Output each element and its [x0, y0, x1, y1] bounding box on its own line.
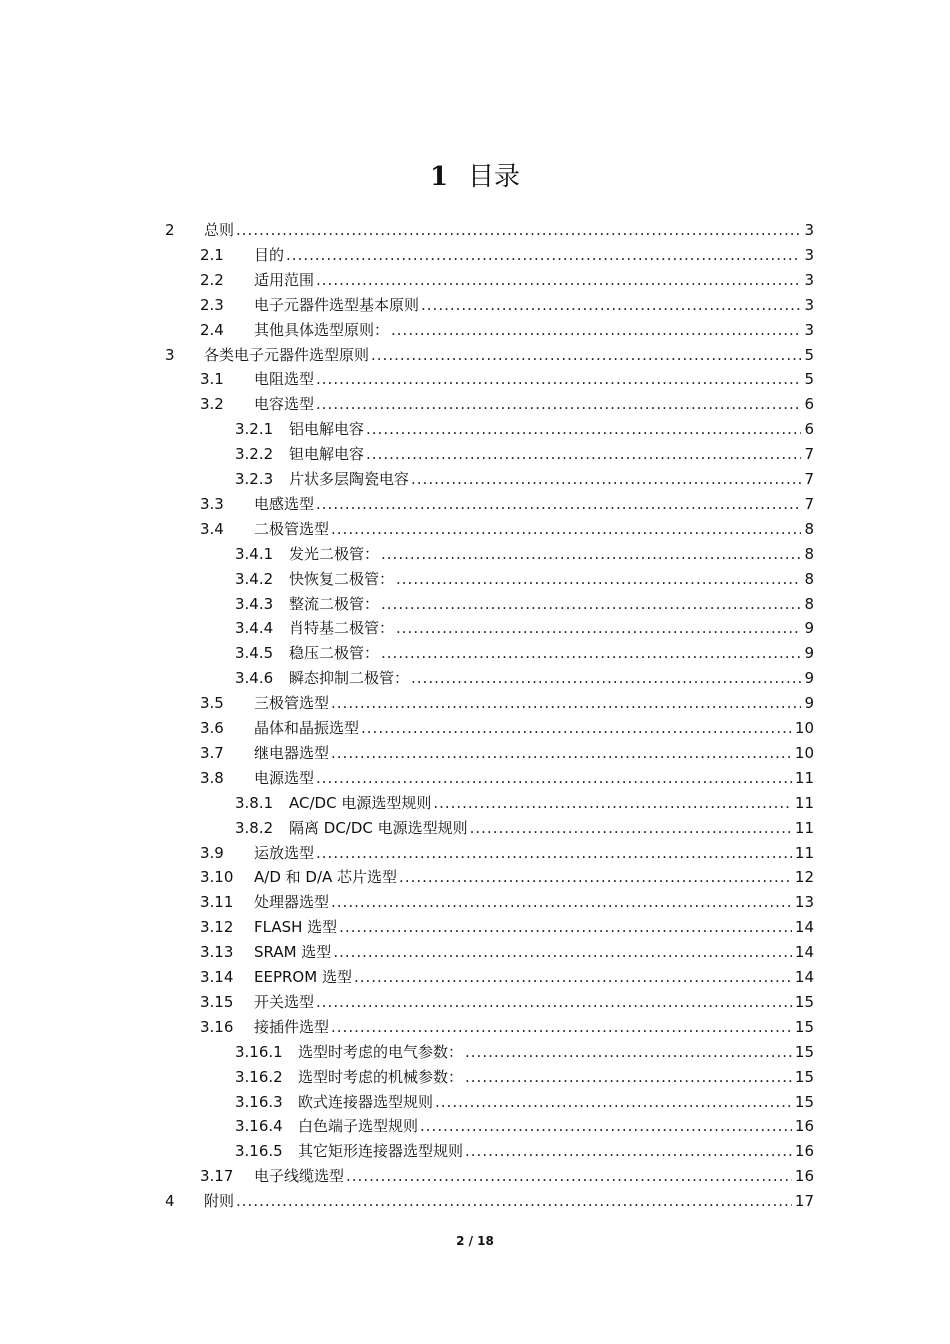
toc-entry-page: 15 — [794, 1092, 814, 1111]
toc-dot-leader — [381, 641, 801, 666]
toc-entry[interactable] — [0, 890, 950, 915]
toc-entry[interactable] — [0, 915, 950, 940]
toc-entry-title: 总则 — [204, 221, 235, 239]
toc-entry-number: 3.16.1 — [235, 1042, 283, 1061]
toc-entry[interactable] — [0, 1189, 950, 1214]
page-footer — [0, 1232, 950, 1250]
toc-entry-page: 13 — [794, 893, 814, 912]
toc-entry-title: 快恢复二极管： — [289, 569, 395, 588]
toc-entry-number: 3.2.3 — [235, 470, 274, 488]
toc-entry-title: FLASH 选型 — [254, 918, 338, 937]
toc-dot-leader — [420, 1114, 792, 1139]
toc-entry-number: 3.4 — [200, 519, 224, 538]
toc-dot-leader — [411, 666, 801, 691]
toc-dot-leader — [396, 567, 801, 592]
toc-entry-title: 电容选型 — [254, 395, 315, 414]
toc-entry[interactable] — [0, 417, 950, 442]
toc-entry-title: AC/DC 电源选型规则 — [289, 793, 432, 812]
toc-entry-title: 隔离 DC/DC 电源选型规则 — [289, 818, 468, 837]
toc-dot-leader — [366, 442, 801, 467]
toc-entry-page: 3 — [804, 221, 814, 239]
toc-entry[interactable] — [0, 592, 950, 617]
toc-entry-title: 电子元器件选型基本原则 — [254, 295, 420, 314]
toc-entry-number: 3.13 — [200, 943, 234, 962]
toc-entry-page: 3 — [804, 245, 814, 264]
toc-dot-leader — [411, 467, 801, 492]
toc-entry[interactable] — [0, 367, 950, 392]
toc-entry-title: 选型时考虑的电气参数： — [298, 1042, 464, 1061]
toc-entry-number: 3.4.4 — [235, 619, 274, 638]
toc-entry[interactable] — [0, 567, 950, 592]
toc-dot-leader — [316, 990, 792, 1015]
toc-entry-title: 运放选型 — [254, 843, 315, 862]
toc-entry-number: 2.1 — [200, 245, 224, 264]
page-heading — [0, 160, 950, 194]
toc-dot-leader — [331, 741, 792, 766]
toc-entry[interactable] — [0, 1090, 950, 1115]
toc-entry[interactable] — [0, 716, 950, 741]
toc-entry-page: 8 — [804, 544, 814, 563]
toc-dot-leader — [331, 517, 801, 542]
toc-entry-title: 适用范围 — [254, 270, 315, 289]
toc-entry-title: 处理器选型 — [254, 893, 330, 912]
toc-dot-leader — [316, 367, 801, 392]
toc-entry-number: 3.2 — [200, 395, 224, 414]
toc-entry[interactable] — [0, 965, 950, 990]
toc-dot-leader — [333, 940, 792, 965]
toc-entry[interactable] — [0, 318, 950, 343]
toc-entry-title: 接插件选型 — [254, 1017, 330, 1036]
toc-dot-leader — [361, 716, 792, 741]
toc-entry-title: 铝电解电容 — [289, 420, 365, 439]
toc-dot-leader — [366, 417, 801, 442]
toc-entry-number: 2.2 — [200, 270, 224, 289]
toc-entry-title: 继电器选型 — [254, 743, 330, 762]
toc-entry[interactable] — [0, 990, 950, 1015]
toc-entry-number: 3.4.2 — [235, 569, 274, 588]
toc-entry-page: 15 — [794, 1042, 814, 1061]
toc-entry-number: 3.2.1 — [235, 420, 274, 439]
toc-dot-leader — [316, 392, 801, 417]
toc-entry-number: 3.16.2 — [235, 1067, 283, 1086]
toc-entry[interactable] — [0, 343, 950, 368]
toc-entry[interactable] — [0, 1015, 950, 1040]
toc-entry-page: 9 — [804, 669, 814, 688]
toc-entry-number: 3.17 — [200, 1167, 234, 1186]
toc-dot-leader — [316, 492, 801, 517]
toc-entry[interactable] — [0, 492, 950, 517]
toc-entry-number: 3.15 — [200, 992, 234, 1011]
toc-entry[interactable] — [0, 940, 950, 965]
toc-dot-leader — [316, 841, 792, 866]
toc-dot-leader — [399, 865, 792, 890]
toc-entry[interactable] — [0, 517, 950, 542]
toc-entry-number: 3.8 — [200, 768, 224, 787]
toc-entry-number: 3.4.6 — [235, 669, 274, 688]
toc-entry-number: 2.3 — [200, 295, 224, 314]
toc-entry-title: 其他具体选型原则： — [254, 320, 390, 339]
toc-entry-page: 5 — [804, 370, 814, 389]
toc-entry-title: 三极管选型 — [254, 694, 330, 713]
toc-dot-leader — [236, 218, 801, 243]
toc-entry-page: 8 — [804, 519, 814, 538]
toc-dot-leader — [435, 1090, 792, 1115]
toc-entry-title: 电阻选型 — [254, 370, 315, 389]
toc-entry-title: 电子线缆选型 — [254, 1167, 345, 1186]
toc-dot-leader — [316, 766, 792, 791]
toc-entry-number: 3.2.2 — [235, 445, 274, 464]
toc-entry-title: 附则 — [204, 1192, 235, 1211]
toc-entry-number: 3.5 — [200, 694, 224, 713]
heading-title: 目录 — [468, 162, 521, 192]
toc-entry[interactable] — [0, 293, 950, 318]
toc-entry-page: 15 — [794, 992, 814, 1011]
toc-entry-number: 2 — [165, 221, 175, 239]
toc-entry-page: 15 — [794, 1017, 814, 1036]
toc-dot-leader — [331, 890, 792, 915]
toc-entry-page: 8 — [804, 594, 814, 613]
toc-entry-title: 晶体和晶振选型 — [254, 719, 360, 737]
toc-dot-leader — [236, 1189, 792, 1214]
toc-entry-page: 11 — [794, 818, 814, 837]
toc-dot-leader — [286, 243, 801, 268]
toc-entry-title: A/D 和 D/A 芯片选型 — [254, 868, 398, 887]
toc-entry-number: 3.11 — [200, 893, 234, 912]
toc-entry[interactable] — [0, 791, 950, 816]
page-indicator: 2 / 18 — [456, 1234, 494, 1248]
toc-entry-number: 3.14 — [200, 968, 234, 986]
toc-entry-title: 整流二极管： — [289, 594, 380, 613]
toc-entry-number: 3.16 — [200, 1017, 234, 1036]
toc-entry-title: 发光二极管： — [289, 544, 380, 563]
toc-dot-leader — [391, 318, 801, 343]
toc-entry[interactable] — [0, 243, 950, 268]
toc-entry-title: EEPROM 选型 — [254, 968, 352, 986]
toc-entry-title: 欧式连接器选型规则 — [298, 1092, 434, 1111]
toc-dot-leader — [316, 268, 801, 293]
toc-entry-page: 10 — [794, 743, 814, 762]
toc-entry-number: 3.16.5 — [235, 1142, 283, 1161]
toc-entry-title: 片状多层陶瓷电容 — [289, 470, 410, 488]
toc-entry-number: 3.4.3 — [235, 594, 274, 613]
toc-entry[interactable] — [0, 268, 950, 293]
toc-entry-title: 白色端子选型规则 — [298, 1117, 419, 1136]
toc-entry-page: 8 — [804, 569, 814, 588]
toc-dot-leader — [421, 293, 801, 318]
toc-dot-leader — [465, 1040, 792, 1065]
toc-dot-leader — [470, 816, 792, 841]
toc-dot-leader — [339, 915, 792, 940]
toc-entry[interactable] — [0, 666, 950, 691]
toc-entry-page: 15 — [794, 1067, 814, 1086]
toc-entry-number: 3.16.3 — [235, 1092, 283, 1111]
toc-entry-number: 3.8.2 — [235, 818, 274, 837]
toc-entry-title: 其它矩形连接器选型规则 — [298, 1142, 464, 1161]
toc-entry-number: 3.3 — [200, 494, 224, 513]
toc-entry-page: 11 — [794, 843, 814, 862]
toc-entry-page: 9 — [804, 619, 814, 638]
toc-entry[interactable] — [0, 816, 950, 841]
toc-entry-page: 14 — [794, 943, 814, 962]
toc-entry-page: 11 — [794, 793, 814, 812]
toc-entry-title: 开关选型 — [254, 992, 315, 1011]
toc-entry-page: 14 — [794, 968, 814, 986]
toc-entry-number: 3.10 — [200, 868, 234, 887]
toc-entry-page: 7 — [804, 470, 814, 488]
toc-entry[interactable] — [0, 218, 950, 243]
toc-entry-number: 3.8.1 — [235, 793, 274, 812]
toc-entry[interactable] — [0, 841, 950, 866]
toc-entry-page: 16 — [794, 1167, 814, 1186]
toc-entry[interactable] — [0, 1114, 950, 1139]
toc-entry-title: 各类电子元器件选型原则 — [204, 345, 370, 364]
toc-entry[interactable] — [0, 766, 950, 791]
toc-entry-page: 10 — [794, 719, 814, 737]
toc-dot-leader — [331, 1015, 792, 1040]
toc-dot-leader — [465, 1139, 792, 1164]
toc-entry-page: 5 — [804, 345, 814, 364]
toc-entry[interactable] — [0, 542, 950, 567]
toc-entry-page: 17 — [794, 1192, 814, 1211]
toc-entry-number: 3.4.1 — [235, 544, 274, 563]
toc-dot-leader — [346, 1164, 792, 1189]
toc-entry-number: 3.9 — [200, 843, 224, 862]
toc-entry-page: 14 — [794, 918, 814, 937]
toc-entry-number: 3 — [165, 345, 175, 364]
toc-entry-page: 7 — [804, 494, 814, 513]
toc-entry-page: 16 — [794, 1142, 814, 1161]
toc-entry[interactable] — [0, 392, 950, 417]
toc-entry-title: 稳压二极管： — [289, 644, 380, 663]
toc-entry-number: 2.4 — [200, 320, 224, 339]
toc-entry-title: 二极管选型 — [254, 519, 330, 538]
toc-entry-number: 3.4.5 — [235, 644, 274, 663]
toc-entry-page: 16 — [794, 1117, 814, 1136]
toc-entry-title: 电感选型 — [254, 494, 315, 513]
toc-entry[interactable] — [0, 691, 950, 716]
toc-entry[interactable] — [0, 467, 950, 492]
toc-dot-leader — [371, 343, 801, 368]
toc-entry[interactable] — [0, 741, 950, 766]
toc-entry-number: 3.16.4 — [235, 1117, 283, 1136]
toc-entry-number: 4 — [165, 1192, 175, 1211]
toc-entry-number: 3.6 — [200, 719, 224, 737]
toc-entry-title: 瞬态抑制二极管： — [289, 669, 410, 688]
toc-entry-page: 11 — [794, 768, 814, 787]
toc-entry-page: 3 — [804, 270, 814, 289]
toc-entry-number: 3.12 — [200, 918, 234, 937]
toc-entry[interactable] — [0, 1164, 950, 1189]
toc-entry[interactable] — [0, 1040, 950, 1065]
toc-entry[interactable] — [0, 1139, 950, 1164]
toc-entry-page: 12 — [794, 868, 814, 887]
toc-entry-page: 7 — [804, 445, 814, 464]
toc-entry-title: 目的 — [254, 245, 285, 264]
toc-entry-number: 3.7 — [200, 743, 224, 762]
toc-entry-page: 6 — [804, 395, 814, 414]
toc-entry-title: 电源选型 — [254, 768, 315, 787]
toc-dot-leader — [331, 691, 801, 716]
toc-dot-leader — [465, 1065, 792, 1090]
toc-entry-page: 9 — [804, 694, 814, 713]
toc-entry-title: SRAM 选型 — [254, 943, 332, 962]
toc-dot-leader — [381, 592, 801, 617]
toc-entry-page: 9 — [804, 644, 814, 663]
toc-entry-number: 3.1 — [200, 370, 224, 389]
heading-number: 1 — [429, 162, 449, 192]
toc-entry-page: 3 — [804, 295, 814, 314]
toc-entry[interactable] — [0, 641, 950, 666]
toc-dot-leader — [396, 616, 801, 641]
toc-entry[interactable] — [0, 616, 950, 641]
toc-entry-title: 选型时考虑的机械参数： — [298, 1067, 464, 1086]
toc-dot-leader — [433, 791, 792, 816]
toc-entry[interactable] — [0, 865, 950, 890]
toc-entry-title: 肖特基二极管： — [289, 619, 395, 638]
toc-entry-page: 6 — [804, 420, 814, 439]
toc-entry-page: 3 — [804, 320, 814, 339]
toc-dot-leader — [354, 965, 792, 990]
toc-entry[interactable] — [0, 442, 950, 467]
toc-entry-title: 钽电解电容 — [289, 445, 365, 464]
toc-entry[interactable] — [0, 1065, 950, 1090]
toc-dot-leader — [381, 542, 801, 567]
